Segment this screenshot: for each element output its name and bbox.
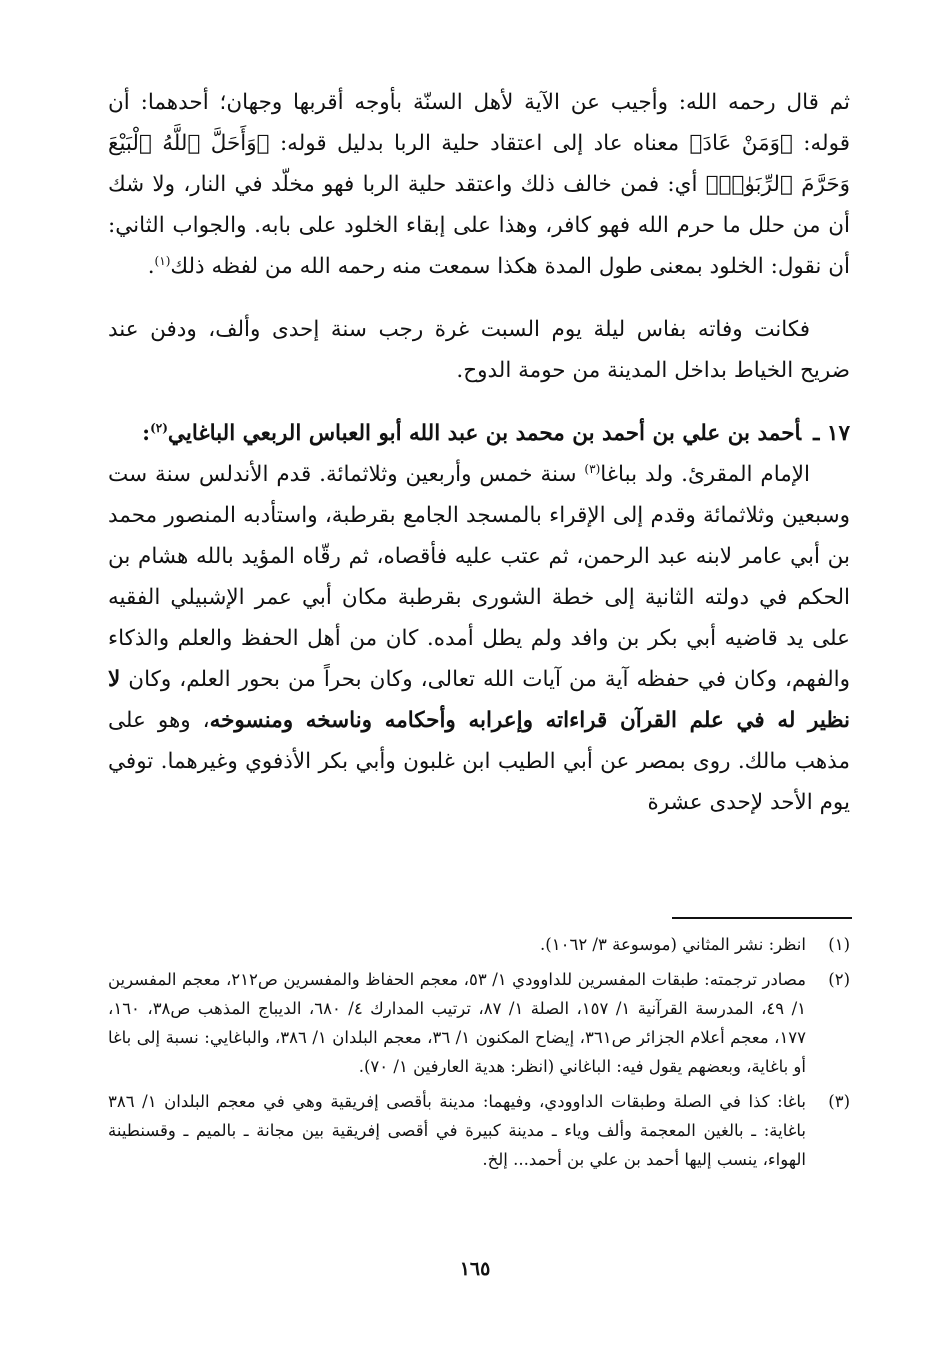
entry-heading-end: : <box>142 421 151 446</box>
footnote-number: (١) <box>828 935 850 954</box>
footnotes <box>108 930 850 1180</box>
paragraph-1 <box>108 82 850 287</box>
paragraph-1-end: . <box>147 254 155 279</box>
paragraph-3 <box>108 454 850 823</box>
footnote-text: مصادر ترجمته: طبقات المفسرين للداوودي ١/ ٥٣، معجم الحفاظ والمفسرين ص٢١٢، معجم المفسرين ١/ ٤٩، المدرسة القرآنية ١/ ١٥٧، الصلة ١/ ٨٧، ترتيب المدارك ٤/ ٦٨٠، الديباج المذهب ص٣٨، ١٦٠، ١٧٧، معجم أعلام الجزائر ص٣٦١، إيضاح المكنون ١/ ٣٦، معجم البلدان ١/ ٣٨٦، والباغايي: نسبة إلى باغا أو باغاية، وبعضهم يقول فيه: الباغاني (انظر: هدية العارفين ١/ ٧٠). <box>108 970 807 1076</box>
paragraph-3-text-a: الإمام المقرئ. ولد بباغا <box>600 462 810 487</box>
footnote-divider <box>672 917 852 919</box>
footnote-number: (٢) <box>828 970 850 989</box>
footnote-2 <box>108 965 850 1081</box>
main-text <box>108 82 850 823</box>
paragraph-3-text-c: ، وهو على مذهب مالك. روى بمصر عن أبي الطيب ابن غلبون وأبي بكر الأذفوي وغيرهما. توفي يوم الأحد لإحدى عشرة <box>108 708 850 815</box>
paragraph-1-text: ثم قال رحمه الله: وأجيب عن الآية لأهل السنّة بأوجه أقربها وجهان؛ أحدهما: أن قوله: ﴿وَمَنْ عَادَ﴾ معناه عاد إلى اعتقاد حلية الربا بدليل قوله: ﴿وَأَحَلَّ ٱللَّهُ ٱلْبَيْعَ وَحَرَّمَ ٱلرِّبَوٰا۟﴾ أي: فمن خالف ذلك واعتقد حلية الربا فهو مخلّد في النار، ولا شك أن من حلل ما حرم الله فهو كافر، وهذا على إبقاء الخلود على بابه. والجواب الثاني: أن نقول: الخلود بمعنى طول المدة هكذا سمعت منه رحمه الله من لفظه ذلك <box>108 90 850 279</box>
footnote-number: (٣) <box>828 1092 850 1111</box>
entry-number: ١٧ ـ <box>813 421 850 446</box>
entry-heading <box>108 413 850 454</box>
paragraph-3-bold: لا نظير له في علم القرآن قراءاته وإعرابه وأحكامه وناسخه ومنسوخه <box>108 667 851 733</box>
paragraph-2: فكانت وفاته بفاس ليلة يوم السبت غرة رجب سنة إحدى وألف، ودفن عند ضريح الخياط بداخل المدينة من حومة الدوح. <box>108 317 850 383</box>
footnote-ref-1: (١) <box>154 253 171 268</box>
paragraph-3-text-b: سنة خمس وأربعين وثلاثمائة. قدم الأندلس سنة ست وسبعين وثلاثمائة وقدم إلى الإقراء بالمسجد الجامع بقرطبة، واستأدبه المنصور محمد بن أبي عامر لابنه عبد الرحمن، ثم عتب عليه فأقصاه، ثم رقّاه المؤيد بالله هشام بن الحكم في دولته الثانية إلى خطة الشورى بقرطبة مكان أبي عمر الإشبيلي الفقيه على يد قاضيه أبي بكر بن وافد ولم يطل أمده. كان من أهل الحفظ والعلم والذكاء والفهم، وكان في حفظه آية من آيات الله تعالى، وكان بحراً من بحور العلم، وكان <box>108 462 850 692</box>
footnote-3 <box>108 1087 850 1174</box>
footnote-1 <box>108 930 850 959</box>
footnote-text: باغا: كذا في الصلة وطبقات الداوودي، وفيهما: مدينة بأقصى إفريقية وهي في معجم البلدان ١/ ٣٨٦ باغاية: ـ بالغين المعجمة وألف وياء ـ مدينة كبيرة في أقصى إفريقية بين مجانة ـ بالميم ـ وقسنطينة الهواء، ينسب إليها أحمد بن علي بن أحمد... إلخ. <box>108 1092 806 1169</box>
page-number: ١٦٥ <box>459 1258 491 1280</box>
footnote-ref-3: (٣) <box>584 461 601 476</box>
footnote-text: انظر: نشر المثاني (موسوعة ٣/ ١٠٦٢). <box>540 935 806 954</box>
footnote-ref-2: (٢) <box>150 420 168 435</box>
entry-name: أحمد بن علي بن أحمد بن محمد بن عبد الله أبو العباس الربعي الباغايي <box>167 421 802 446</box>
